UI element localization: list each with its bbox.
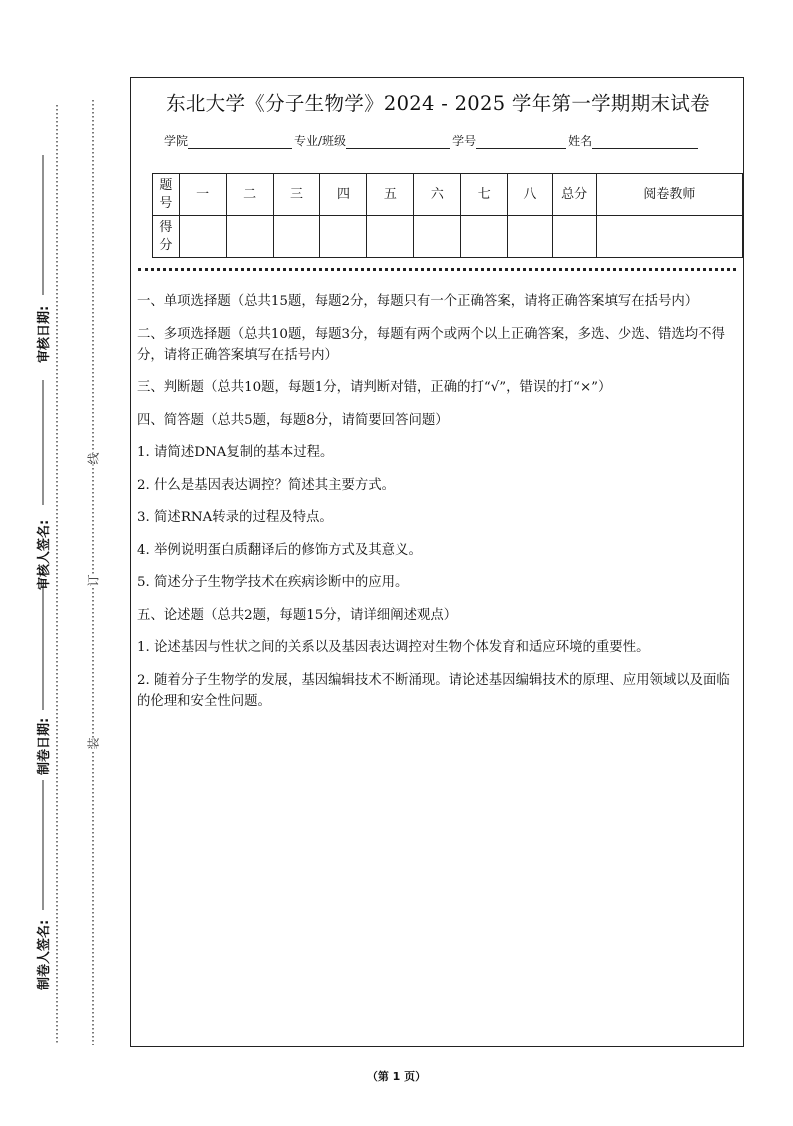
section-3-true-false: 三、判断题（总共10题，每题1分，请判断对错，正确的打“√”，错误的打“×”） xyxy=(137,380,612,395)
col-5: 五 xyxy=(367,174,414,216)
section-2-multiple-choice: 二、多项选择题（总共10题，每题3分，每题有两个或两个以上正确答案，多选、少选、错选均不得分，请将正确答案填写在括号内） xyxy=(137,326,725,363)
col-4: 四 xyxy=(320,174,367,216)
score-cell[interactable] xyxy=(179,216,226,258)
college-field[interactable] xyxy=(188,135,292,149)
section-4-short-answer: 四、简答题（总共5题，每题8分，请简要回答问题） xyxy=(137,412,449,428)
question-item: 2. 什么是基因表达调控？简述其主要方式。 xyxy=(137,477,396,493)
question-item: 4. 举例说明蛋白质翻译后的修饰方式及其意义。 xyxy=(137,542,422,558)
question-number-label: 题号 xyxy=(153,174,180,216)
exam-frame xyxy=(130,77,744,1047)
score-cell[interactable] xyxy=(461,216,508,258)
col-8: 八 xyxy=(508,174,552,216)
name-field[interactable] xyxy=(592,135,698,149)
col-7: 七 xyxy=(461,174,508,216)
binding-margin xyxy=(0,0,130,1122)
score-cell[interactable] xyxy=(552,216,596,258)
score-cell[interactable] xyxy=(226,216,273,258)
score-table xyxy=(152,173,743,258)
review-date-label: 审核日期: xyxy=(37,305,52,363)
question-item: 5. 简述分子生物学技术在疾病诊断中的应用。 xyxy=(137,575,409,590)
page-number: （第 1 页） xyxy=(366,1070,427,1083)
bind-char-order: 订 xyxy=(83,574,104,586)
binding-lines xyxy=(0,0,130,1122)
major-class-field[interactable] xyxy=(346,135,450,149)
score-cell[interactable] xyxy=(273,216,320,258)
question-item: 2. 随着分子生物学的发展，基因编辑技术不断涌现。请论述基因编辑技术的原理、应用领域以及面临的伦理和安全性问题。 xyxy=(137,672,730,709)
question-item: 1. 请简述DNA复制的基本过程。 xyxy=(137,445,334,460)
question-item: 3. 简述RNA转录的过程及特点。 xyxy=(137,510,333,525)
question-item: 1. 论述基因与性状之间的关系以及基因表达调控对生物个体发育和适应环境的重要性。 xyxy=(137,640,650,655)
score-table-header-row xyxy=(153,174,743,216)
section-5-essay: 五、论述题（总共2题，每题15分，请详细阐述观点） xyxy=(137,607,458,623)
student-id-field[interactable] xyxy=(476,135,566,149)
bind-char-bind: 装 xyxy=(83,737,104,749)
exam-content xyxy=(137,291,741,723)
name-label: 姓名 xyxy=(568,134,593,148)
col-1: 一 xyxy=(179,174,226,216)
score-table-score-row xyxy=(153,216,743,258)
score-cell[interactable] xyxy=(596,216,742,258)
col-total: 总分 xyxy=(552,174,596,216)
col-2: 二 xyxy=(226,174,273,216)
maker-sign-label: 制卷人签名: xyxy=(37,919,52,990)
exam-title: 东北大学《分子生物学》2024 - 2025 学年第一学期期末试卷 xyxy=(166,92,710,115)
col-6: 六 xyxy=(414,174,461,216)
college-label: 学院 xyxy=(164,134,189,148)
score-label: 得分 xyxy=(153,216,180,258)
score-cell[interactable] xyxy=(414,216,461,258)
score-cell[interactable] xyxy=(508,216,552,258)
col-3: 三 xyxy=(273,174,320,216)
section-1-single-choice: 一、单项选择题（总共15题，每题2分，每题只有一个正确答案，请将正确答案填写在括号内） xyxy=(137,294,699,309)
score-cell[interactable] xyxy=(320,216,367,258)
score-cell[interactable] xyxy=(367,216,414,258)
student-id-label: 学号 xyxy=(452,134,477,148)
col-grader: 阅卷教师 xyxy=(596,174,742,216)
student-info-row xyxy=(164,132,700,149)
major-class-label: 专业/班级 xyxy=(294,134,347,148)
dotted-separator xyxy=(138,268,736,271)
bind-char-line: 线 xyxy=(83,452,104,464)
maker-date-label: 制卷日期: xyxy=(37,717,52,775)
reviewer-sign-label: 审核人签名: xyxy=(37,519,52,590)
